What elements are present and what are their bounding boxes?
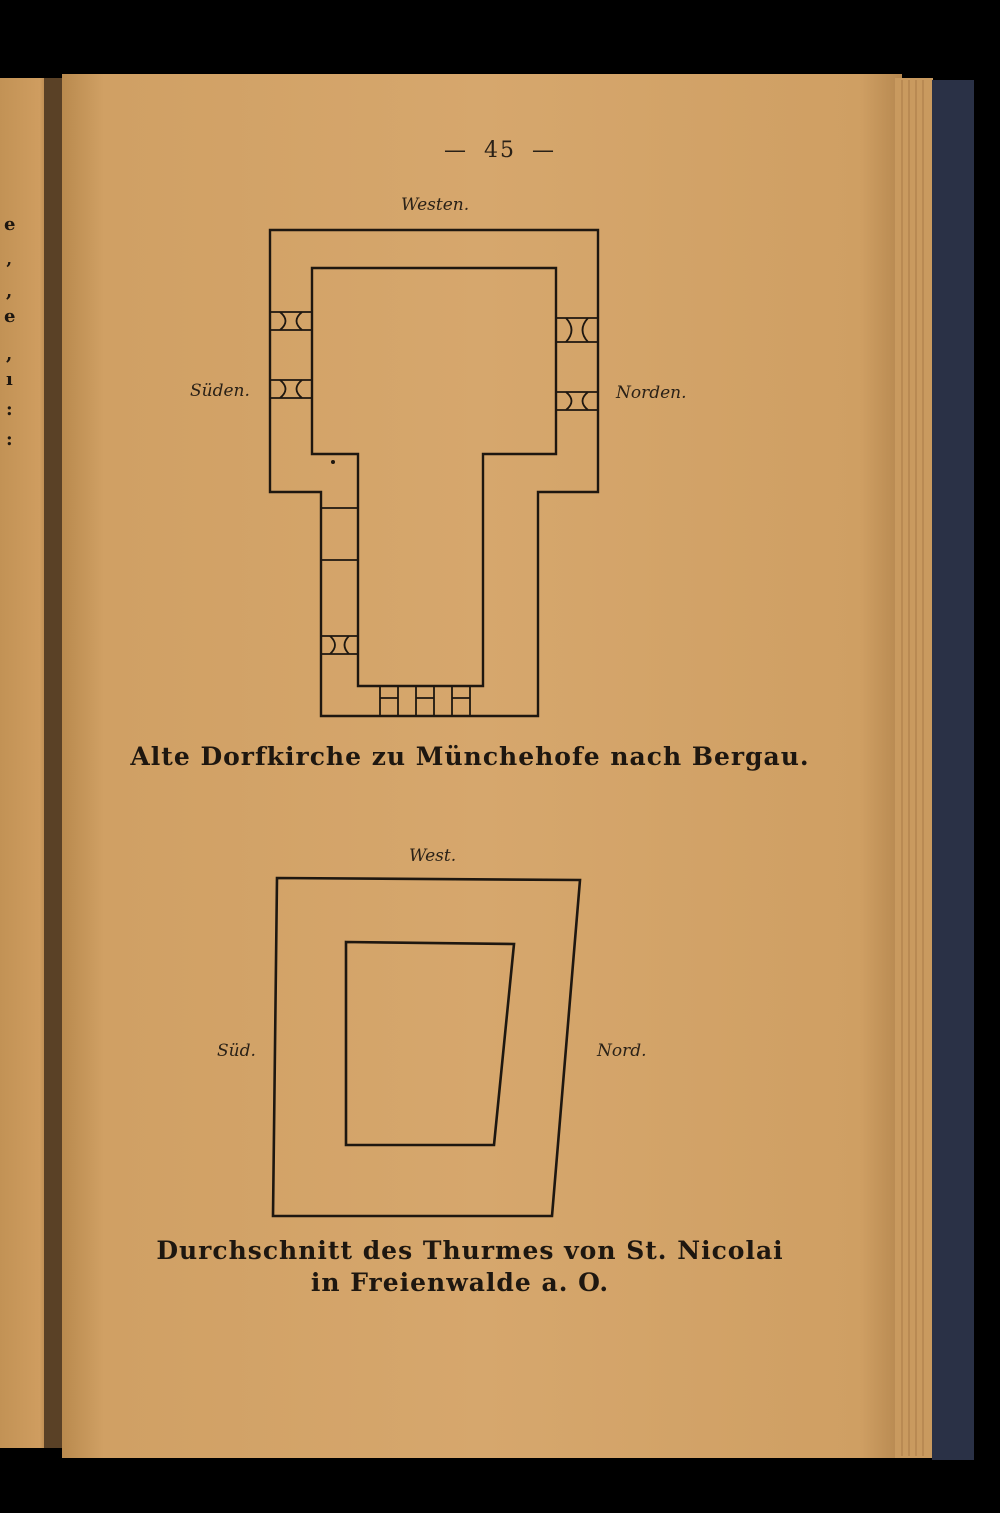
page-edges [895, 78, 933, 1458]
left-fragment-7: : [6, 399, 13, 420]
figure2-caption-line1: Durchschnitt des Thurmes von St. Nicolai [156, 1236, 784, 1265]
label-west: West. [409, 846, 457, 866]
left-fragment-1: e [4, 214, 16, 235]
label-westen: Westen. [401, 195, 470, 215]
left-fragment-6: ı [6, 369, 13, 390]
label-nord: Nord. [597, 1041, 647, 1061]
left-fragment-2: ‚ [6, 249, 13, 270]
page-number: — 45 — [444, 138, 556, 163]
label-norden: Norden. [616, 383, 687, 403]
left-fragment-4: e [4, 306, 16, 327]
book-cover-binding [932, 80, 974, 1460]
left-fragment-8: : [6, 429, 13, 450]
left-fragment-3: , [6, 281, 13, 302]
plan-dot [331, 460, 335, 464]
figure1-caption: Alte Dorfkirche zu Münchehofe nach Bergau. [130, 742, 810, 771]
label-sueden: Süden. [190, 381, 250, 401]
left-fragment-5: , [6, 344, 13, 365]
label-sued: Süd. [217, 1041, 256, 1061]
figure2-caption-line2: in Freienwalde a. O. [310, 1268, 610, 1297]
